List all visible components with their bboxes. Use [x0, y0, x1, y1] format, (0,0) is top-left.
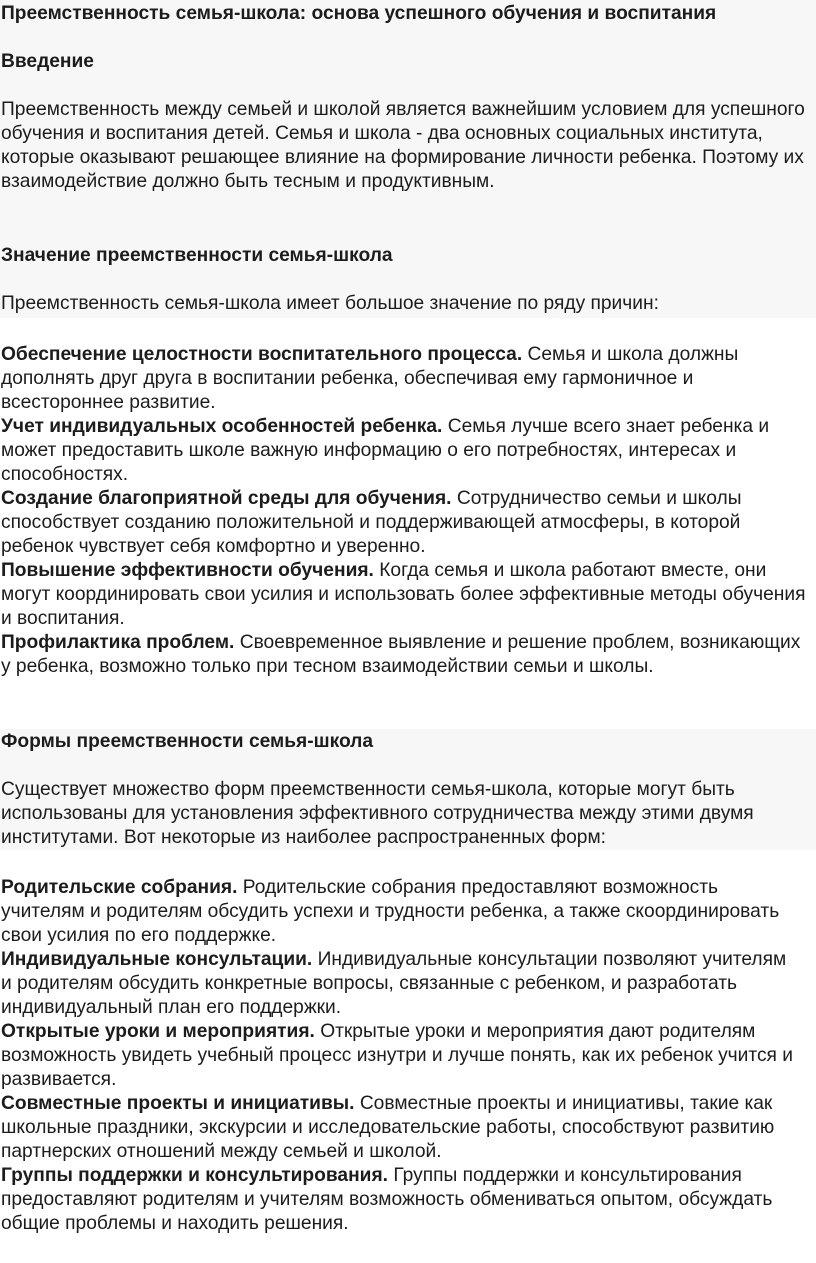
intro-block — [0, 0, 816, 318]
list-item-text: Семья лучше всего знает ребенка и может предоставить школе важную информацию о его потребностях, интересах и способностях. — [1, 416, 770, 485]
list-item — [1, 876, 801, 948]
list-item — [1, 415, 801, 487]
forms-text: Существует множество форм преемственности семья-школа, которые могут быть использованы для установления эффективного сотрудничества между этими двумя институтами. Вот некоторые из наиболее распространенных форм: — [1, 779, 754, 848]
forms-heading: Формы преемственности семья-школа — [1, 731, 374, 752]
list-item-term: Индивидуальные консультации. — [1, 949, 313, 970]
importance-text: Преемственность семья-школа имеет большое значение по ряду причин: — [1, 293, 659, 314]
list-item-text: Группы поддержки и консультирования предоставляют родителям и учителям возможность обмениваться опытом, обсуждать общие проблемы и находить решения. — [1, 1165, 773, 1234]
list-item — [1, 948, 801, 1020]
list-item-text: Семья и школа должны дополнять друг друга в воспитании ребенка, обеспечивая ему гармоничное и всестороннее развитие. — [1, 344, 739, 413]
list-item-term: Совместные проекты и инициативы. — [1, 1093, 355, 1114]
list-item-term: Группы поддержки и консультирования. — [1, 1165, 388, 1186]
list-item-term: Открытые уроки и мероприятия. — [1, 1021, 315, 1042]
intro-text: Преемственность между семьей и школой является важнейшим условием для успешного обучения и воспитания детей. Семья и школа - два основных социальных института, которые оказывают решающее влияние на формирование личности ребенка. Поэтому их взаимодействие должно быть тесным и продуктивным. — [1, 99, 805, 192]
list-item-text: Открытые уроки и мероприятия дают родителям возможность увидеть учебный процесс изнутри и лучше понять, как их ребенок учится и развивается. — [1, 1021, 793, 1090]
list-item-term: Создание благоприятной среды для обучения. — [1, 488, 452, 509]
forms-block — [0, 729, 816, 850]
list-item — [1, 487, 816, 559]
list-item-term: Профилактика проблем. — [1, 632, 235, 653]
list-item — [1, 631, 806, 679]
list-item — [1, 559, 806, 631]
list-item-text: Родительские собрания предоставляют возможность учителям и родителям обсудить успехи и трудности ребенка, а также скоординировать свои усилия по его поддержке. — [1, 877, 780, 946]
importance-list — [0, 343, 812, 679]
list-item-term: Повышение эффективности обучения. — [1, 560, 374, 581]
list-item-term: Родительские собрания. — [1, 877, 238, 898]
page-title: Преемственность семья-школа: основа успешного обучения и воспитания — [1, 3, 717, 24]
list-item-term: Учет индивидуальных особенностей ребенка. — [1, 416, 443, 437]
list-item — [1, 1164, 801, 1236]
list-item — [1, 343, 811, 415]
list-item — [1, 1092, 811, 1164]
forms-list — [0, 876, 812, 1236]
list-item-text: Когда семья и школа работают вместе, они могут координировать свои усилия и использовать более эффективные методы обучения и воспитания. — [1, 560, 806, 629]
list-item-text: Своевременное выявление и решение проблем, возникающих у ребенка, возможно только при тесном взаимодействии семьи и школы. — [1, 632, 801, 677]
intro-heading: Введение — [1, 51, 94, 72]
list-item-text: Совместные проекты и инициативы, такие как школьные праздники, экскурсии и исследовательские работы, способствуют развитию партнерских отношений между семьей и школой. — [1, 1093, 775, 1162]
list-item-text: Сотрудничество семьи и школы способствует созданию положительной и поддерживающей атмосферы, в которой ребенок чувствует себя комфортно и уверенно. — [1, 488, 742, 557]
list-item — [1, 1020, 811, 1092]
importance-heading: Значение преемственности семья-школа — [1, 245, 393, 266]
list-item-text: Индивидуальные консультации позволяют учителям и родителям обсудить конкретные вопросы, связанные с ребенком, и разработать индивидуальный план его поддержки. — [1, 949, 787, 1018]
list-item-term: Обеспечение целостности воспитательного процесса. — [1, 344, 523, 365]
